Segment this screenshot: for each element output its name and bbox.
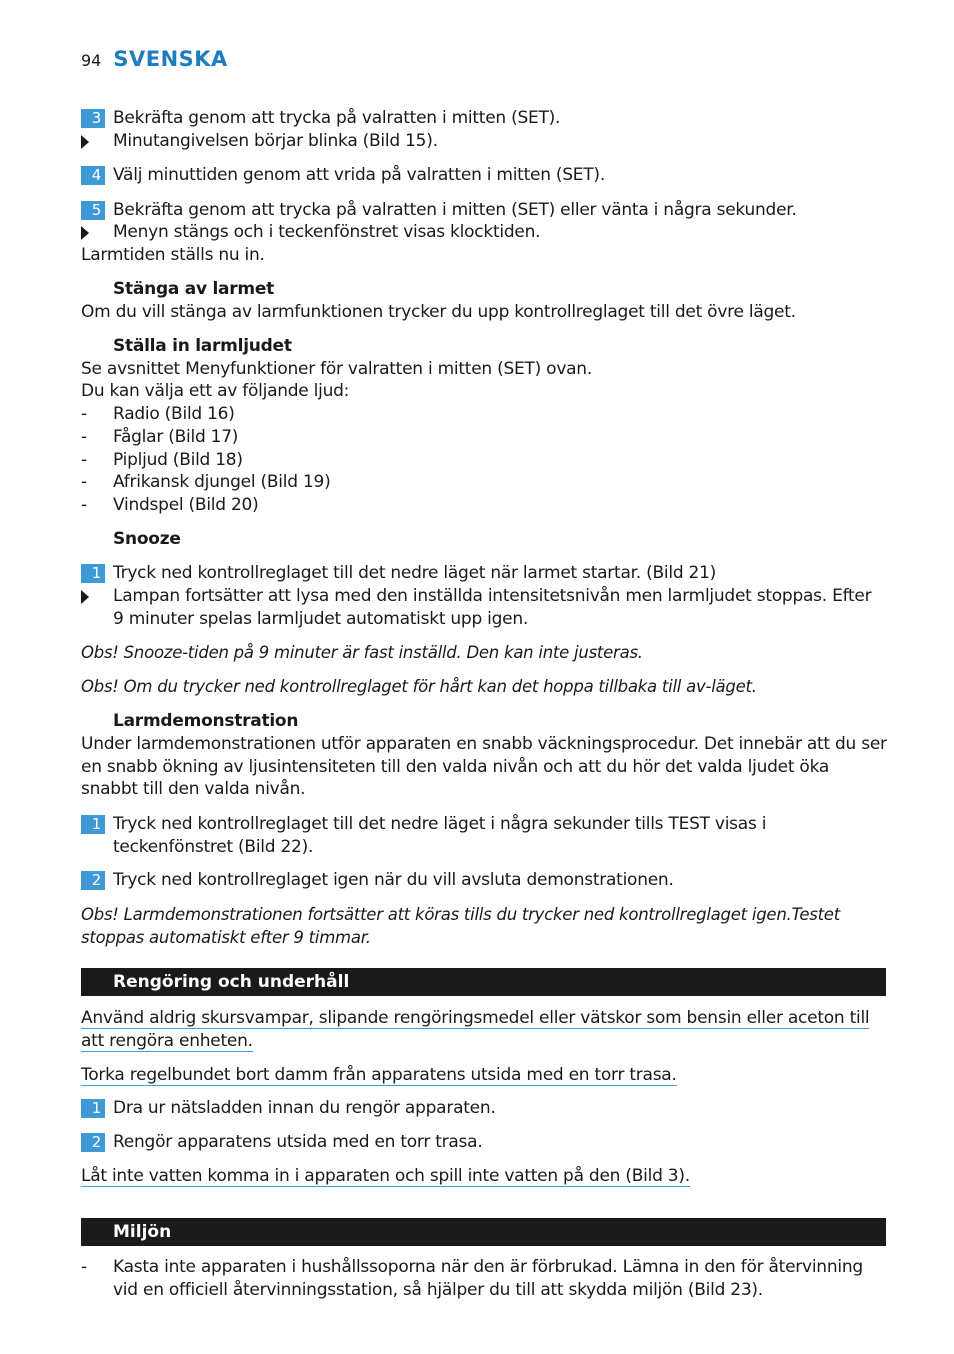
manual-page: 94 SVENSKA 3 Bekräfta genom att trycka på valratten i mitten (SET). Minutangivelsen börjar blinka (Bild 15). 4 Välj minuttiden genom att vrida på valratten i mitten (SET). 5 Bekräfta genom att trycka på valratten i mitten (SET) eller vänta i några sekunder. Menyn stängs och i teckenfönstret visas klocktiden. Larmtiden ställs nu in. Stänga av larmet Om du vill stänga av larmfunktionen trycker du upp kontrollreglaget till det övre läget. Ställa in larmljudet Se avsnittet Menyfunktioner för valratten i mitten (SET) ovan. Du kan välja ett av följande ljud: - Radio (Bild 16) - Fåglar (Bild 17) - Pipljud (Bild 18) - Afrikansk djungel (Bild 19) - Vindspel (Bild 20) Snooze 1 Tryck ned kontrollreglaget till det nedre läget när larmet startar. (Bild 21) Lampan fortsätter att lysa med den inställda intensitetsnivån men larmljudet stoppas. Efter 9 minuter spelas larmljudet automatiskt upp igen. Obs! Snooze-tiden på 9 minuter är fast inställd. Den kan inte justeras. Obs! Om du trycker ned kontrollreglaget för hårt kan det hoppa tillbaka till av-läget. Larmdemonstration Under larmdemonstrationen utför apparaten en snabb väckningsprocedur. Det innebär att du ser en snabb ökning av ljusintensiteten till den valda nivån och att du hör det valda ljudet öka snabbt till den valda nivån. 1 Tryck ned kontrollreglaget till det nedre läget i några sekunder tills TEST visas i teckenfönstret (Bild 22). 2 Tryck ned kontrollreglaget igen när du vill avsluta demonstrationen. Obs! Larmdemonstrationen fortsätter att köras tills du trycker ned kontrollreglaget igen.Testet stoppas automatiskt efter 9 timmar. Rengöring och underhåll Använd aldrig skursvampar, slipande rengöringsmedel eller vätskor som bensin eller aceton till att rengöra enheten. Torka regelbundet bort damm från apparatens utsida med en torr trasa. 1 Dra ur nätsladden innan du rengör apparaten. 2 Rengör apparatens utsida med en torr trasa. Låt inte vatten komma in i apparaten och spill inte vatten på den (Bild 3). Miljön - Kasta inte apparaten i hushållssoporna när den är förbrukad. Lämna in den för återvinning vid en officiell återvinningsstation, så hjälper du till att skydda miljön (Bild 23). — [0, 0, 954, 1354]
step-number: 1 — [81, 564, 105, 583]
step-number: 3 — [81, 109, 105, 128]
alarm-note: Larmtiden ställs nu in. — [81, 245, 265, 265]
step-text: Bekräfta genom att trycka på valratten i mitten (SET). — [113, 108, 561, 128]
turn-off-text: Om du vill stänga av larmfunktionen trycker du upp kontrollreglaget till det övre läget. — [81, 302, 796, 322]
cleaning-warning-3: Låt inte vatten komma in i apparaten och spill inte vatten på den (Bild 3). — [81, 1166, 690, 1186]
result-text: Lampan fortsätter att lysa med den inställda intensitetsnivån men larmljudet stoppas. Efter 9 minuter spelas larmljudet automatiskt upp igen. — [113, 586, 872, 629]
result-arrow-icon — [81, 590, 89, 604]
page-number: 94 — [81, 51, 102, 70]
environment-section-title: Miljön — [81, 1218, 886, 1246]
demo-note: Obs! Larmdemonstrationen fortsätter att köras tills du trycker ned kontrollreglaget igen.Testet stoppas automatiskt efter 9 timmar. — [81, 905, 840, 947]
snooze-note-1: Obs! Snooze-tiden på 9 minuter är fast inställd. Den kan inte justeras. — [81, 643, 643, 662]
step-text: Välj minuttiden genom att vrida på valratten i mitten (SET). — [113, 165, 605, 185]
snooze-note-2: Obs! Om du trycker ned kontrollreglaget för hårt kan det hoppa tillbaka till av-läget. — [81, 677, 757, 696]
step-text: Dra ur nätsladden innan du rengör apparaten. — [113, 1098, 496, 1118]
demo-heading: Larmdemonstration — [113, 711, 299, 731]
cleaning-warning-2: Torka regelbundet bort damm från apparatens utsida med en torr trasa. — [81, 1065, 677, 1085]
cleaning-section-title: Rengöring och underhåll — [81, 968, 886, 996]
set-sound-line1: Se avsnittet Menyfunktioner för valratten i mitten (SET) ovan. — [81, 359, 592, 379]
demo-text: Under larmdemonstrationen utför apparaten en snabb väckningsprocedur. Det innebär att du ser en snabb ökning av ljusintensiteten till den valda nivån och att du hör det valda ljudet öka snabbt till den valda nivån. — [81, 734, 887, 800]
step-number: 1 — [81, 1099, 105, 1118]
result-text: Menyn stängs och i teckenfönstret visas klocktiden. — [113, 222, 541, 242]
cleaning-warning-1: Använd aldrig skursvampar, slipande rengöringsmedel eller vätskor som bensin eller aceton till att rengöra enheten. — [81, 1008, 870, 1051]
step-number: 1 — [81, 815, 105, 834]
step-number: 5 — [81, 201, 105, 220]
step-number: 4 — [81, 166, 105, 185]
turn-off-heading: Stänga av larmet — [113, 279, 275, 299]
step-text: Bekräfta genom att trycka på valratten i mitten (SET) eller vänta i några sekunder. — [113, 200, 797, 220]
page-header — [81, 47, 228, 71]
step-text: Tryck ned kontrollreglaget till det nedre läget när larmet startar. (Bild 21) — [113, 563, 717, 583]
set-sound-line2: Du kan välja ett av följande ljud: — [81, 381, 350, 401]
step-number: 2 — [81, 871, 105, 890]
snooze-heading: Snooze — [113, 529, 181, 549]
step-text: Tryck ned kontrollreglaget till det nedre läget i några sekunder tills TEST visas i teckenfönstret (Bild 22). — [113, 814, 767, 857]
language-title: SVENSKA — [113, 47, 228, 71]
result-arrow-icon — [81, 135, 89, 149]
step-number: 2 — [81, 1133, 105, 1152]
result-text: Minutangivelsen börjar blinka (Bild 15). — [113, 131, 438, 151]
set-sound-heading: Ställa in larmljudet — [113, 336, 292, 356]
step-text: Rengör apparatens utsida med en torr trasa. — [113, 1132, 483, 1152]
step-text: Tryck ned kontrollreglaget igen när du vill avsluta demonstrationen. — [113, 870, 674, 890]
result-arrow-icon — [81, 226, 89, 240]
